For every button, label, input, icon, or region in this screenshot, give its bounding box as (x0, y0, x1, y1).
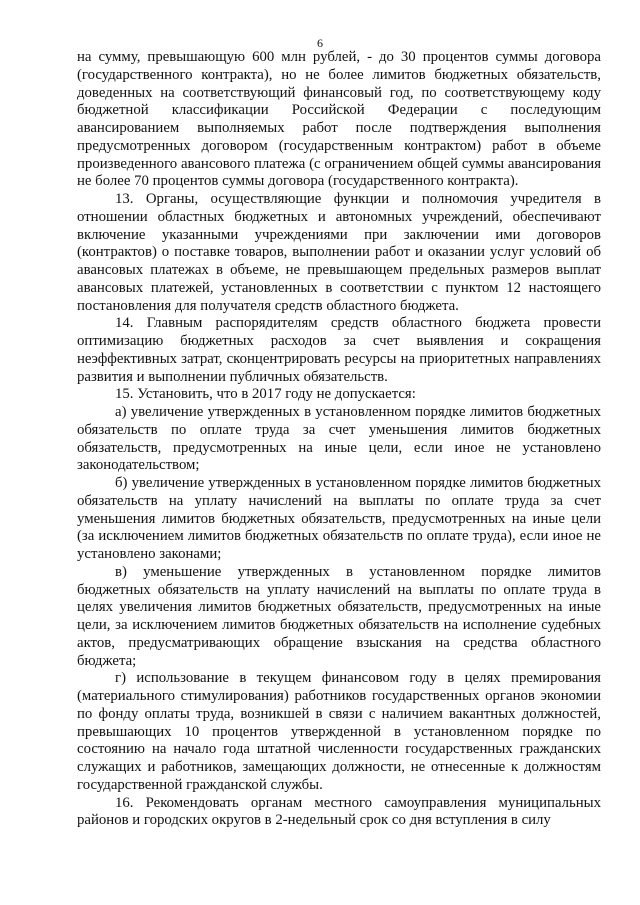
paragraph-15-item-g: г) использование в текущем финансовом году в целях премирования (материального стимулирования) работников государственных органов экономии по фонду оплаты труда, возникшей в связи с наличием вакантных должностей, превышающих 10 процентов утвержденной в установленном порядке по состоянию на начало года штатной численности государственных гражданских служащих и работников, замещающих должности, не отнесенные к должностям государственной гражданской службы. (77, 670, 601, 793)
paragraph-13: 13. Органы, осуществляющие функции и полномочия учредителя в отношении областных бюджетных и автономных учреждений, обеспечивают включение указанными учреждениями при заключении ими договоров (контрактов) о поставке товаров, выполнении работ и оказании услуг условий об авансовых платежах в объеме, не превышающем предельных размеров выплат авансовых платежей, установленных в соответствии с пунктом 12 настоящего постановления для получателя средств областного бюджета. (77, 191, 601, 314)
paragraph-14: 14. Главным распорядителям средств областного бюджета провести оптимизацию бюджетных расходов за счет выявления и сокращения неэффективных затрат, сконцентрировать ресурсы на приоритетных направлениях развития и выполнении публичных обязательств. (77, 315, 601, 385)
paragraph-16: 16. Рекомендовать органам местного самоуправления муниципальных районов и городских округов в 2-недельный срок со дня вступления в силу (77, 794, 601, 829)
paragraph-15-item-v: в) уменьшение утвержденных в установленном порядке лимитов бюджетных обязательств на уплату начислений на выплаты по оплате труда в целях увеличения лимитов бюджетных обязательств, предусмотренных на иные цели, за исключением лимитов бюджетных обязательств на исполнение судебных актов, предусматривающих обращение взыскания на средства областного бюджета; (77, 563, 601, 669)
page-number: 6 (317, 36, 323, 50)
paragraph-15-item-b: б) увеличение утвержденных в установленном порядке лимитов бюджетных обязательств на уплату начислений на выплаты по оплате труда за счет уменьшения лимитов бюджетных обязательств, предусмотренных на иные цели (за исключением лимитов бюджетных обязательств по оплате труда), если иное не установлено законами; (77, 475, 601, 562)
paragraph-15: 15. Установить, что в 2017 году не допускается: (115, 386, 416, 403)
document-body (77, 49, 601, 830)
paragraph-15-item-a: а) увеличение утвержденных в установленном порядке лимитов бюджетных обязательств по оплате труда за счет уменьшения лимитов бюджетных обязательств, предусмотренных на иные цели, если иное не установлено законодательством; (77, 404, 601, 474)
paragraph-12-continuation: на сумму, превышающую 600 млн рублей, - до 30 процентов суммы договора (государственного контракта), но не более лимитов бюджетных обязательств, доведенных на соответствующий финансовый год, по соответствующему коду бюджетной классификации Российской Федерации с последующим авансированием выполняемых работ после подтверждения выполнения предусмотренных договором (государственным контрактом) работ в объеме произведенного авансового платежа (с ограничением общей суммы авансирования не более 70 процентов суммы договора (государственного контракта). (77, 49, 601, 190)
